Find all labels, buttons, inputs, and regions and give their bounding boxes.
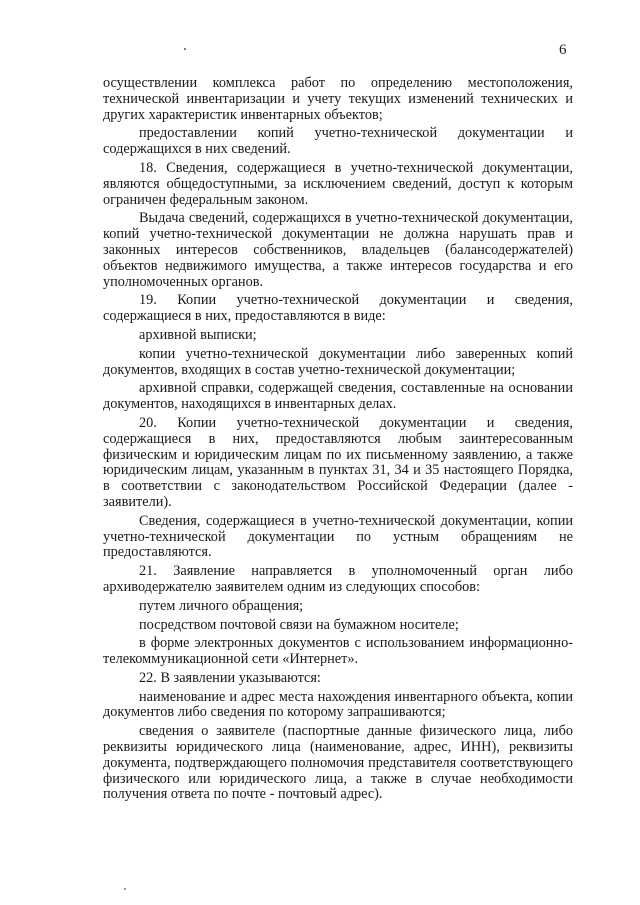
paragraph: Сведения, содержащиеся в учетно-технической документации, копии учетно-технической документации по устным обращениям не предоставляются. xyxy=(103,512,573,561)
paragraph-clause-21: 21. Заявление направляется в уполномоченный орган либо архиводержателю заявителем одним из следующих способов: xyxy=(103,563,573,595)
paragraph-clause-18: 18. Сведения, содержащиеся в учетно-технической документации, являются общедоступными, за исключением сведений, доступ к которым ограничен федеральным законом. xyxy=(103,159,573,208)
scan-speck xyxy=(184,48,186,50)
paragraph: предоставлении копий учетно-технической документации и содержащихся в них сведений. xyxy=(103,125,573,158)
list-item: архивной выписки; xyxy=(139,326,257,343)
paragraph: Выдача сведений, содержащихся в учетно-технической документации, копий учетно-технической документации не должна нарушать прав и законных интересов собственников, владельцев (балансодержателей) объектов недвижимого имущества, а также интересов государства и его уполномоченных органов. xyxy=(103,210,573,290)
paragraph-clause-19: 19. Копии учетно-технической документации и сведения, содержащиеся в них, предоставляются в виде: xyxy=(103,292,573,325)
list-item: посредством почтовой связи на бумажном носителе; xyxy=(139,616,459,633)
list-item: в форме электронных документов с использованием информационно-телекоммуникационной сети «Интернет». xyxy=(103,635,573,668)
list-item: путем личного обращения; xyxy=(139,597,304,614)
list-item: наименование и адрес места нахождения инвентарного объекта, копии документов либо сведения по которому запрашиваются; xyxy=(103,688,573,721)
paragraph-clause-20: 20. Копии учетно-технической документации и сведения, содержащиеся в них, предоставляются любым заинтересованным физическим и юридическим лицам по их письменному заявлению, а также юридическим лицам, указанным в пунктах 31, 34 и 35 настоящего Порядка, в соответствии с законодательством Российской Федерации (далее - заявители). xyxy=(103,414,573,510)
page-number: 6 xyxy=(559,42,567,58)
list-item: копии учетно-технической документации либо заверенных копий документов, входящих в состав учетно-технической документации; xyxy=(103,345,573,378)
document-body xyxy=(103,76,573,806)
paragraph-clause-22: 22. В заявлении указываются: xyxy=(139,669,321,686)
list-item: архивной справки, содержащей сведения, составленные на основании документов, находящихся в инвентарных делах. xyxy=(103,380,573,413)
paragraph-continuation: осуществлении комплекса работ по определению местоположения, технической инвентаризации и учету текущих изменений технических и других характеристик инвентарных объектов; xyxy=(103,75,573,123)
scan-speck xyxy=(124,888,126,890)
list-item: сведения о заявителе (паспортные данные физического лица, либо реквизиты юридического лица (наименование, адрес, ИНН), реквизиты документа, подтверждающего полномочия представителя соответствующего физического или юридического лица, а также в случае необходимости получения ответа по почте - почтовый адрес). xyxy=(103,723,573,803)
